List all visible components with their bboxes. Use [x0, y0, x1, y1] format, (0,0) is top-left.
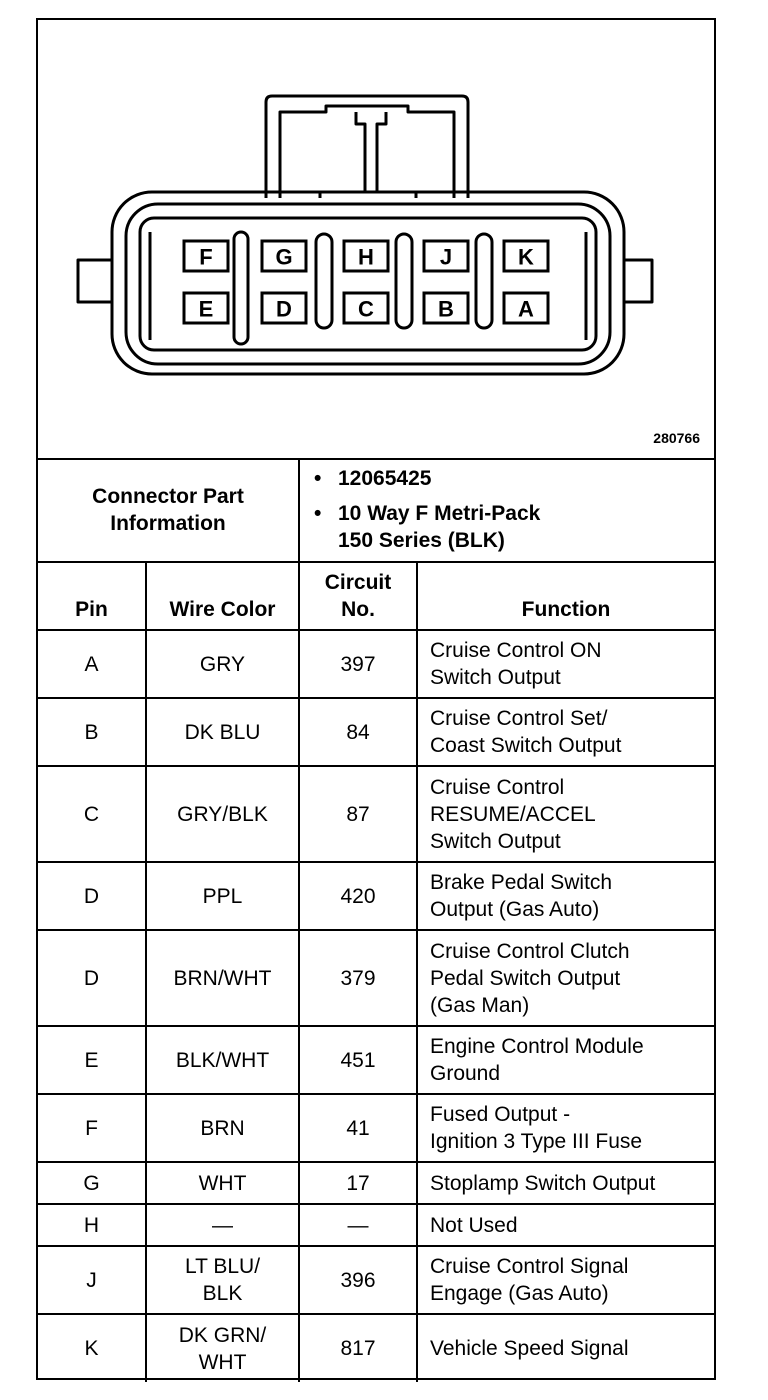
- pin-cell: [38, 766, 146, 862]
- pin-row: [38, 698, 714, 766]
- wire-color-cell: [146, 1026, 299, 1094]
- figure-number: 280766: [653, 430, 700, 446]
- circuit-cell: [299, 930, 417, 1026]
- pin-row: [38, 1162, 714, 1204]
- connector-pin-label: G: [275, 244, 293, 270]
- pin-cell: [38, 1094, 146, 1162]
- circuit-cell-line: 17: [346, 1171, 370, 1195]
- connector-pin-g: [262, 241, 306, 271]
- wire-color-cell: [146, 1162, 299, 1204]
- function-cell-line: Switch Output: [430, 829, 561, 853]
- circuit-header: [299, 562, 417, 630]
- wire-color-cell-line: BLK: [202, 1282, 243, 1305]
- pin-cell: [38, 1162, 146, 1204]
- circuit-cell-line: 420: [340, 884, 376, 908]
- function-cell-line: RESUME/ACCEL: [430, 802, 596, 826]
- circuit-cell: [299, 1162, 417, 1204]
- circuit-cell: [299, 1246, 417, 1314]
- wire-color-cell-line: GRY: [199, 652, 246, 676]
- pin-cell: [38, 1026, 146, 1094]
- connector-pin-label: J: [439, 244, 453, 270]
- circuit-cell-line: 41: [346, 1116, 370, 1140]
- pin-cell-line: A: [84, 652, 99, 676]
- pin-cell-line: J: [86, 1268, 97, 1292]
- wire-color-cell-line: BRN: [200, 1116, 245, 1140]
- connector-pin-label: B: [438, 296, 454, 322]
- circuit-cell: [299, 630, 417, 698]
- connector-pin-b: [424, 293, 468, 323]
- circuit-cell: [299, 862, 417, 930]
- circuit-cell-line: 84: [346, 720, 370, 744]
- function-cell-line: Engine Control Module: [430, 1035, 644, 1058]
- wire-color-cell: [146, 862, 299, 930]
- function-cell-line: Brake Pedal Switch: [430, 871, 613, 894]
- bullet: •: [314, 502, 322, 525]
- wire-color-cell-line: WHT: [198, 1350, 247, 1374]
- pin-cell-line: E: [84, 1048, 99, 1072]
- connector-sheet: [36, 18, 716, 1380]
- function-cell: [417, 698, 714, 766]
- pin-row: [38, 930, 714, 1026]
- function-cell: [417, 1314, 714, 1382]
- wire-color-cell-line: —: [212, 1213, 233, 1237]
- function-cell-line: Switch Output: [430, 666, 561, 689]
- pin-row: [38, 766, 714, 862]
- connector-pin-a: [504, 293, 548, 323]
- header-row: [38, 562, 714, 630]
- function-cell-line: Not Used: [430, 1213, 518, 1237]
- function-cell-line: Cruise Control: [430, 775, 565, 799]
- pin-cell: [38, 1204, 146, 1246]
- function-cell-line: Cruise Control Set/: [430, 707, 608, 730]
- connector-pin-f: [184, 241, 228, 271]
- pin-row: [38, 862, 714, 930]
- connector-pin-label: C: [358, 296, 374, 322]
- connector-pin-k: [504, 241, 548, 271]
- wire-color-cell: [146, 630, 299, 698]
- circuit-cell: [299, 766, 417, 862]
- function-cell-line: Fused Output -: [430, 1103, 571, 1126]
- pin-cell-line: K: [84, 1337, 99, 1360]
- function-cell-line: Engage (Gas Auto): [430, 1282, 609, 1305]
- function-header: Function: [417, 562, 714, 630]
- pin-row: [38, 1026, 714, 1094]
- circuit-cell-line: 817: [340, 1337, 376, 1360]
- circuit-cell: [299, 1314, 417, 1382]
- circuit-cell: [299, 698, 417, 766]
- part-info-value: [299, 458, 714, 562]
- function-cell-line: Vehicle Speed Signal: [430, 1337, 629, 1360]
- pinout-table: [38, 458, 714, 1382]
- pin-cell: [38, 930, 146, 1026]
- connector-pin-label: E: [198, 296, 214, 322]
- pin-cell-line: G: [83, 1171, 100, 1195]
- pin-cell: [38, 862, 146, 930]
- connector-pin-label: A: [518, 296, 534, 322]
- connector-diagram: [38, 20, 714, 460]
- function-cell-line: Stoplamp Switch Output: [430, 1171, 656, 1195]
- part-info-label-line-2: Information: [110, 511, 226, 535]
- wire-color-cell: [146, 698, 299, 766]
- circuit-header-line-2: No.: [341, 598, 375, 621]
- pin-cell: [38, 630, 146, 698]
- connector-pin-h: [344, 241, 388, 271]
- connector-pin-label: H: [358, 244, 374, 270]
- wire-color-cell: [146, 1246, 299, 1314]
- circuit-cell-line: 379: [340, 966, 376, 990]
- connector-pin-label: K: [518, 244, 534, 270]
- connector-face-drawing: [38, 20, 714, 458]
- function-cell: [417, 1026, 714, 1094]
- connector-description-line-2: 150 Series (BLK): [338, 529, 505, 552]
- pin-cell-line: F: [85, 1116, 98, 1140]
- function-cell-line: Cruise Control Clutch: [430, 939, 630, 963]
- function-cell-line: Cruise Control Signal: [430, 1255, 629, 1278]
- circuit-cell-line: —: [347, 1213, 369, 1237]
- circuit-cell-line: 396: [340, 1268, 376, 1292]
- pin-cell-line: B: [84, 720, 99, 744]
- wire-color-cell-line: LT BLU/: [184, 1255, 261, 1278]
- function-cell: [417, 766, 714, 862]
- pin-cell: [38, 1314, 146, 1382]
- wire-color-cell-line: WHT: [198, 1171, 247, 1195]
- pin-row: [38, 630, 714, 698]
- part-info-row: [38, 458, 714, 562]
- pin-cell-line: C: [83, 802, 100, 826]
- wire-color-cell: [146, 930, 299, 1026]
- function-cell-line: Pedal Switch Output: [430, 966, 621, 990]
- function-cell-line: Output (Gas Auto): [430, 898, 600, 921]
- function-cell-line: (Gas Man): [430, 993, 530, 1017]
- pin-header: Pin: [38, 562, 146, 630]
- function-cell-line: Coast Switch Output: [430, 734, 622, 757]
- circuit-header-line-1: Circuit: [324, 571, 392, 594]
- function-cell: [417, 930, 714, 1026]
- bullet: •: [314, 467, 322, 490]
- part-info-label: [38, 458, 299, 562]
- wire-color-cell-line: DK GRN/: [178, 1323, 267, 1347]
- function-cell-line: Cruise Control ON: [430, 639, 602, 662]
- function-cell-line: Ignition 3 Type III Fuse: [430, 1130, 643, 1153]
- connector-pin-j: [424, 241, 468, 271]
- wire-color-cell-line: BLK/WHT: [175, 1048, 270, 1072]
- wire-color-cell-line: DK BLU: [184, 720, 261, 744]
- pin-row: [38, 1094, 714, 1162]
- pin-cell-line: H: [83, 1213, 100, 1237]
- pin-cell: [38, 1246, 146, 1314]
- circuit-cell: [299, 1094, 417, 1162]
- part-info-label-line-1: Connector Part: [92, 484, 244, 508]
- part-number: 12065425: [338, 467, 432, 490]
- connector-pin-label: D: [276, 296, 292, 322]
- connector-description-line-1: 10 Way F Metri-Pack: [338, 502, 541, 525]
- wire-color-cell: [146, 1314, 299, 1382]
- circuit-cell-line: 397: [340, 652, 376, 676]
- function-cell: [417, 1162, 714, 1204]
- pin-row: [38, 1204, 714, 1246]
- pin-cell: [38, 698, 146, 766]
- wire-color-cell: [146, 1094, 299, 1162]
- circuit-cell: [299, 1026, 417, 1094]
- circuit-cell: [299, 1204, 417, 1246]
- pin-cell-line: D: [83, 966, 100, 990]
- function-cell: [417, 1094, 714, 1162]
- wire-color-cell-line: GRY/BLK: [177, 802, 268, 826]
- circuit-cell-line: 451: [340, 1048, 376, 1072]
- function-cell: [417, 862, 714, 930]
- pin-row: [38, 1314, 714, 1382]
- connector-pin-c: [344, 293, 388, 323]
- connector-pin-e: [184, 293, 228, 323]
- pin-cell-line: D: [83, 884, 100, 908]
- wire-color-header: Wire Color: [146, 562, 299, 630]
- wire-color-cell-line: BRN/WHT: [173, 966, 272, 990]
- function-cell: [417, 1246, 714, 1314]
- function-cell: [417, 630, 714, 698]
- wire-color-cell: [146, 1204, 299, 1246]
- pin-row: [38, 1246, 714, 1314]
- wire-color-cell-line: PPL: [202, 884, 243, 908]
- wire-color-cell: [146, 766, 299, 862]
- function-cell-line: Ground: [430, 1062, 501, 1085]
- circuit-cell-line: 87: [346, 802, 370, 826]
- function-cell: [417, 1204, 714, 1246]
- connector-pin-d: [262, 293, 306, 323]
- connector-pin-label: F: [199, 244, 213, 270]
